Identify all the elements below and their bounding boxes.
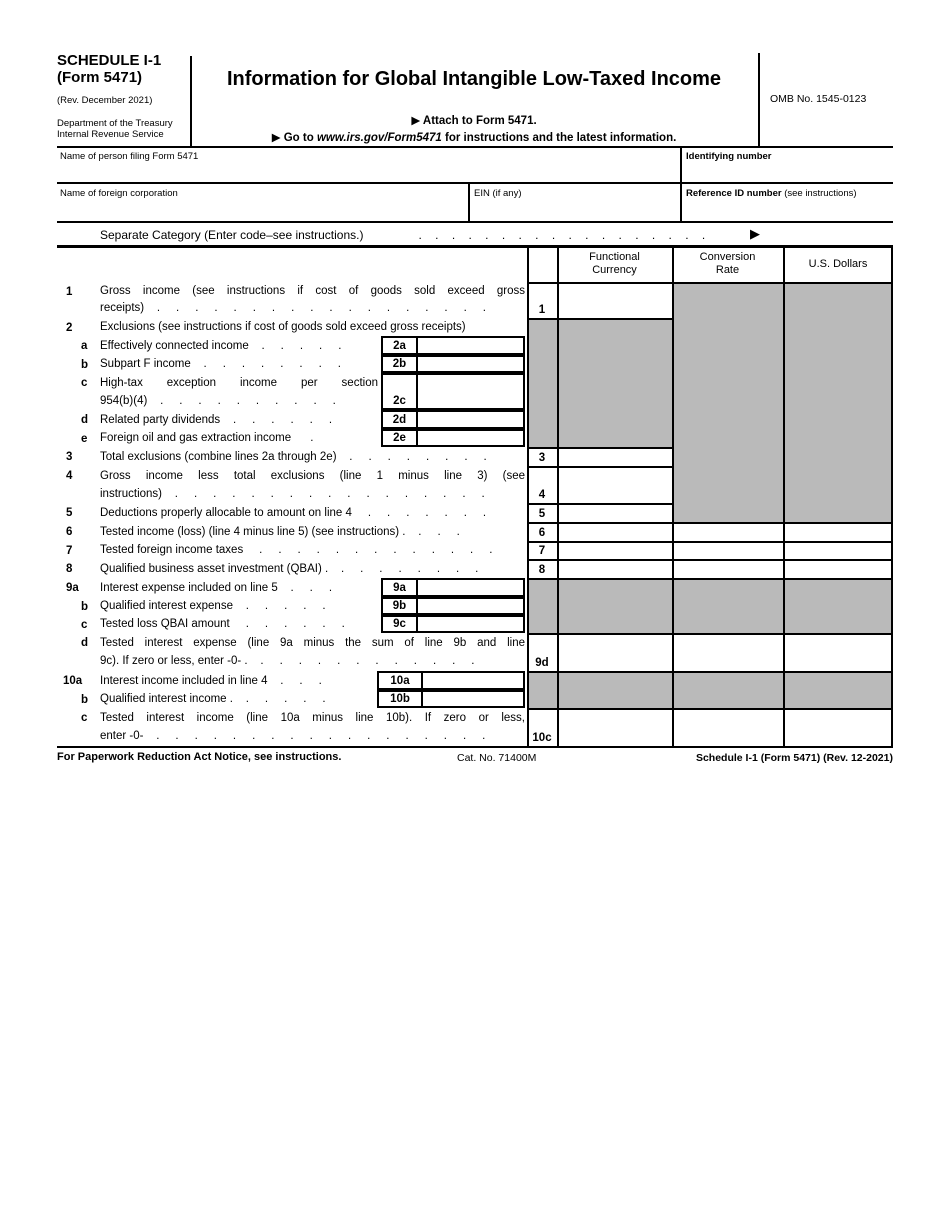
cell-6-conversion-rate[interactable] (674, 524, 781, 539)
row-3-number: 3 (66, 451, 73, 463)
row-2c-number: c (81, 377, 88, 389)
row-9c-label: Tested loss QBAI amount . . . . . . (100, 617, 345, 630)
cell-10b-amount[interactable] (421, 690, 525, 708)
reference-id-label (686, 188, 857, 199)
grid-hline (527, 318, 672, 320)
ein-col-divider (468, 183, 470, 221)
row-10c-label: Tested interest income (line 10a minus line 10b). If zero or less, (100, 711, 525, 724)
column-header-functional-currency: Functional Currency (589, 251, 640, 276)
cell-3-functional-currency[interactable] (559, 449, 670, 464)
cell-8-conversion-rate[interactable] (674, 561, 781, 576)
row-9c-number: c (81, 619, 88, 631)
row-9d-number: d (81, 637, 89, 649)
row-10a-number: 10a (63, 675, 83, 687)
column-header-conversion-rate: Conversion Rate (699, 251, 756, 276)
header-divider-right (758, 53, 760, 146)
row-4-label: instructions) . . . . . . . . . . . . . . . . . (100, 487, 485, 500)
row-5-number: 5 (66, 507, 73, 519)
cell-9a-amount[interactable] (416, 578, 525, 597)
footer-rule (57, 746, 893, 748)
cell-2e-amount[interactable] (416, 429, 525, 447)
row-2c-line-tag: 2c (381, 373, 418, 410)
row-2c-label: High-tax exception income per section (100, 376, 378, 389)
row-2-number: 2 (66, 322, 73, 334)
goto-url: www.irs.gov/Form5471 (316, 132, 442, 144)
row-3-label: Total exclusions (combine lines 2a through 2e) . . . . . . . . (100, 450, 487, 463)
identifying-number-input[interactable] (682, 163, 892, 181)
row-2a-label: Effectively connected income . . . . . (100, 339, 342, 352)
row-2-label: Exclusions (see instructions if cost of goods sold exceed gross receipts) (100, 320, 466, 333)
cell-2d-amount[interactable] (416, 410, 525, 429)
paperwork-notice: For Paperwork Reduction Act Notice, see instructions. (57, 751, 342, 763)
row-2d-line-tag: 2d (381, 410, 418, 429)
cell-7-conversion-rate[interactable] (674, 543, 781, 557)
row-1-box-number: 1 (538, 304, 546, 316)
ein-label: EIN (if any) (474, 188, 522, 199)
row-10b-line-tag: 10b (377, 690, 423, 708)
schedule-number: SCHEDULE I-1 (57, 52, 162, 69)
row-9d-label: Tested interest expense (line 9a minus the sum of line 9b and line (100, 636, 525, 649)
cell-9b-amount[interactable] (416, 597, 525, 615)
row-1-label: Gross income (see instructions if cost of goods sold exceed gross (100, 284, 525, 297)
form-title: Information for Global Intangible Low-Taxed Income (226, 68, 722, 90)
row-2b-label: Subpart F income . . . . . . . . (100, 357, 341, 370)
separate-category-rule (57, 245, 893, 248)
goto-prefix: ▶ Go to (271, 132, 317, 144)
row-9b-line-tag: 9b (381, 597, 418, 615)
cell-9d-us-dollars[interactable] (785, 635, 889, 669)
filer-name-input[interactable] (57, 163, 677, 181)
cell-9d-functional-currency[interactable] (559, 635, 670, 669)
agency-line: Internal Revenue Service (57, 129, 164, 140)
header-left-block (57, 53, 185, 140)
cell-9d-conversion-rate[interactable] (674, 635, 781, 669)
goto-suffix: for instructions and the latest information. (441, 132, 677, 144)
row-9d-label: 9c). If zero or less, enter -0- . . . . . . . . . . . . . (100, 655, 475, 667)
cell-8-functional-currency[interactable] (559, 561, 670, 576)
row-6-number: 6 (66, 526, 73, 538)
row-2b-line-tag: 2b (381, 355, 418, 373)
row-10b-number: b (81, 694, 89, 706)
separate-category-dots: . . . . . . . . . . . . . . . . . . (418, 228, 706, 242)
row-10c-label: enter -0- . . . . . . . . . . . . . . . . . . (100, 730, 486, 742)
reference-id-input[interactable] (682, 200, 892, 218)
row-9c-line-tag: 9c (381, 615, 418, 633)
cell-10c-us-dollars[interactable] (785, 710, 889, 744)
row-9a-line-tag: 9a (381, 578, 418, 597)
row-8-number: 8 (66, 563, 73, 575)
grid-vline (891, 245, 893, 748)
row-1-number: 1 (66, 286, 73, 298)
catalog-number: Cat. No. 71400M (457, 752, 537, 764)
row-8-label: Qualified business asset investment (QBAI) . . . . . . . . . (100, 562, 479, 575)
row-8-box-number: 8 (538, 564, 546, 576)
corp-name-label: Name of foreign corporation (60, 188, 178, 199)
cell-4-functional-currency[interactable] (559, 468, 670, 501)
shaded-region (527, 578, 893, 633)
omb-number: OMB No. 1545-0123 (770, 93, 867, 105)
row-2e-label: Foreign oil and gas extraction income . (100, 431, 314, 444)
cell-6-functional-currency[interactable] (559, 524, 670, 539)
column-header-us-dollars: U.S. Dollars (808, 258, 868, 270)
cell-9c-amount[interactable] (416, 615, 525, 633)
corp-name-input[interactable] (57, 200, 465, 218)
cell-10c-conversion-rate[interactable] (674, 710, 781, 744)
separate-category-arrow-icon: ▶ (750, 226, 760, 241)
row-2d-number: d (81, 414, 89, 426)
row-9b-label: Qualified interest expense . . . . . (100, 599, 326, 612)
row-9d-box-number: 9d (535, 657, 549, 669)
footer-form-id: Schedule I-1 (Form 5471) (Rev. 12-2021) (695, 752, 893, 764)
cell-7-functional-currency[interactable] (559, 543, 670, 557)
row-4-number: 4 (66, 470, 73, 482)
row-2d-label: Related party dividends . . . . . . (100, 413, 333, 426)
row-10a-line-tag: 10a (377, 671, 423, 690)
grid-hline (527, 671, 893, 673)
header-rule (57, 146, 893, 148)
row-7-label: Tested foreign income taxes . . . . . . . . . . . . . (100, 543, 493, 556)
separate-category-code-input[interactable] (768, 224, 890, 244)
row-4-box-number: 4 (538, 489, 546, 501)
row-5-label: Deductions properly allocable to amount on line 4 . . . . . . . (100, 506, 487, 519)
identity-row-divider (57, 182, 893, 184)
row-6-box-number: 6 (538, 527, 546, 539)
row-3-box-number: 3 (538, 452, 546, 464)
cell-2c-amount[interactable] (416, 373, 525, 410)
row-2b-number: b (81, 359, 89, 371)
row-10c-box-number: 10c (532, 732, 552, 744)
revision-date: (Rev. December 2021) (57, 95, 153, 106)
row-2a-number: a (81, 340, 88, 352)
cell-8-us-dollars[interactable] (785, 561, 889, 576)
cell-5-functional-currency[interactable] (559, 505, 670, 520)
row-4-label: Gross income less total exclusions (line 1 minus line 3) (see (100, 469, 525, 482)
separate-category-label: Separate Category (Enter code–see instructions.) (100, 228, 364, 242)
row-6-label: Tested income (loss) (line 4 minus line 5) (see instructions) . . . . (100, 525, 460, 538)
identifying-number-label: Identifying number (686, 151, 772, 162)
row-2e-number: e (81, 433, 88, 445)
grid-hline (527, 578, 893, 580)
grid-vline (783, 245, 785, 748)
row-10b-label: Qualified interest income . . . . . . (100, 692, 326, 705)
row-10c-number: c (81, 712, 88, 724)
ein-input[interactable] (471, 200, 677, 218)
department-line: Department of the Treasury (57, 118, 173, 129)
identity-bottom-rule (57, 221, 893, 223)
row-9a-number: 9a (66, 582, 79, 594)
cell-2a-amount[interactable] (416, 336, 525, 355)
filer-name-label: Name of person filing Form 5471 (60, 151, 199, 162)
shaded-region (527, 318, 672, 447)
row-1-label: receipts) . . . . . . . . . . . . . . . . . . (100, 302, 486, 314)
reference-id-label-bold: Reference ID number (686, 188, 782, 199)
cell-6-us-dollars[interactable] (785, 524, 889, 539)
row-9b-number: b (81, 601, 89, 613)
row-2c-label: 954(b)(4) . . . . . . . . . . (100, 394, 336, 407)
separate-category-row (100, 228, 705, 242)
grid-vline (672, 245, 674, 748)
attach-instruction: ▶ Attach to Form 5471. (411, 115, 537, 127)
shaded-region (527, 671, 893, 708)
goto-instruction (192, 130, 756, 144)
cell-2b-amount[interactable] (416, 355, 525, 373)
row-7-box-number: 7 (538, 545, 546, 557)
row-7-number: 7 (66, 545, 73, 557)
row-2e-line-tag: 2e (381, 429, 418, 447)
cell-10c-functional-currency[interactable] (559, 710, 670, 744)
row-10a-label: Interest income included in line 4 . . . (100, 674, 322, 687)
reference-id-label-rest: (see instructions) (781, 188, 857, 199)
cell-10a-amount[interactable] (421, 671, 525, 690)
form-number: (Form 5471) (57, 69, 143, 86)
row-9a-label: Interest expense included on line 5 . . . (100, 581, 333, 594)
row-5-box-number: 5 (538, 508, 546, 520)
cell-7-us-dollars[interactable] (785, 543, 889, 557)
row-2a-line-tag: 2a (381, 336, 418, 355)
cell-1-functional-currency[interactable] (559, 284, 670, 316)
